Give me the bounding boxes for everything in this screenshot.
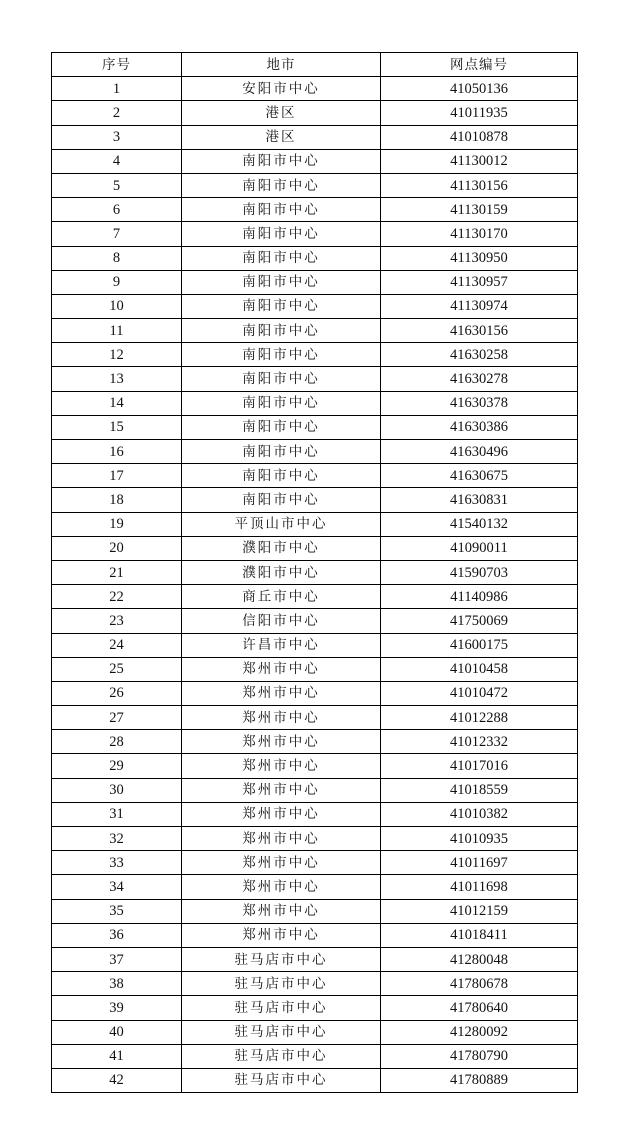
cell-index: 28 bbox=[52, 730, 182, 754]
cell-index: 7 bbox=[52, 222, 182, 246]
cell-index: 41 bbox=[52, 1044, 182, 1068]
cell-outlet-code: 41780790 bbox=[381, 1044, 578, 1068]
table-row bbox=[52, 488, 578, 512]
cell-city: 驻马店市中心 bbox=[182, 1020, 381, 1044]
cell-city: 港区 bbox=[182, 125, 381, 149]
cell-index: 36 bbox=[52, 923, 182, 947]
cell-outlet-code: 41280048 bbox=[381, 947, 578, 971]
table-row bbox=[52, 706, 578, 730]
cell-city: 许昌市中心 bbox=[182, 633, 381, 657]
cell-index: 22 bbox=[52, 585, 182, 609]
cell-city: 濮阳市中心 bbox=[182, 560, 381, 584]
table-row bbox=[52, 827, 578, 851]
cell-index: 4 bbox=[52, 149, 182, 173]
cell-city: 南阳市中心 bbox=[182, 343, 381, 367]
cell-index: 32 bbox=[52, 827, 182, 851]
table-row bbox=[52, 294, 578, 318]
cell-outlet-code: 41010382 bbox=[381, 802, 578, 826]
cell-index: 31 bbox=[52, 802, 182, 826]
cell-outlet-code: 41090011 bbox=[381, 536, 578, 560]
cell-index: 26 bbox=[52, 681, 182, 705]
cell-index: 12 bbox=[52, 343, 182, 367]
cell-city: 信阳市中心 bbox=[182, 609, 381, 633]
cell-city: 驻马店市中心 bbox=[182, 996, 381, 1020]
header-city: 地市 bbox=[182, 53, 381, 77]
table-row bbox=[52, 343, 578, 367]
cell-outlet-code: 41011935 bbox=[381, 101, 578, 125]
table-row bbox=[52, 270, 578, 294]
table-row bbox=[52, 585, 578, 609]
table-row bbox=[52, 754, 578, 778]
cell-outlet-code: 41750069 bbox=[381, 609, 578, 633]
cell-index: 2 bbox=[52, 101, 182, 125]
table-row bbox=[52, 391, 578, 415]
cell-index: 13 bbox=[52, 367, 182, 391]
cell-outlet-code: 41017016 bbox=[381, 754, 578, 778]
cell-outlet-code: 41050136 bbox=[381, 77, 578, 101]
cell-city: 郑州市中心 bbox=[182, 681, 381, 705]
cell-city: 郑州市中心 bbox=[182, 754, 381, 778]
cell-city: 郑州市中心 bbox=[182, 657, 381, 681]
cell-city: 郑州市中心 bbox=[182, 827, 381, 851]
cell-city: 南阳市中心 bbox=[182, 367, 381, 391]
table-row bbox=[52, 657, 578, 681]
cell-outlet-code: 41012332 bbox=[381, 730, 578, 754]
table-row bbox=[52, 1068, 578, 1092]
table-row bbox=[52, 609, 578, 633]
table-row bbox=[52, 972, 578, 996]
cell-city: 郑州市中心 bbox=[182, 706, 381, 730]
cell-outlet-code: 41630378 bbox=[381, 391, 578, 415]
cell-index: 30 bbox=[52, 778, 182, 802]
cell-city: 南阳市中心 bbox=[182, 415, 381, 439]
cell-city: 郑州市中心 bbox=[182, 851, 381, 875]
cell-index: 5 bbox=[52, 173, 182, 197]
cell-outlet-code: 41130170 bbox=[381, 222, 578, 246]
cell-outlet-code: 41130159 bbox=[381, 198, 578, 222]
cell-outlet-code: 41130950 bbox=[381, 246, 578, 270]
table-row bbox=[52, 125, 578, 149]
table-row bbox=[52, 536, 578, 560]
cell-city: 郑州市中心 bbox=[182, 875, 381, 899]
cell-outlet-code: 41540132 bbox=[381, 512, 578, 536]
cell-city: 南阳市中心 bbox=[182, 319, 381, 343]
table-row bbox=[52, 681, 578, 705]
table-row bbox=[52, 778, 578, 802]
cell-outlet-code: 41130957 bbox=[381, 270, 578, 294]
cell-outlet-code: 41630675 bbox=[381, 464, 578, 488]
cell-outlet-code: 41630258 bbox=[381, 343, 578, 367]
cell-outlet-code: 41630386 bbox=[381, 415, 578, 439]
table-row bbox=[52, 1020, 578, 1044]
cell-index: 25 bbox=[52, 657, 182, 681]
cell-outlet-code: 41130974 bbox=[381, 294, 578, 318]
cell-city: 南阳市中心 bbox=[182, 294, 381, 318]
table-row bbox=[52, 802, 578, 826]
cell-index: 24 bbox=[52, 633, 182, 657]
cell-city: 南阳市中心 bbox=[182, 270, 381, 294]
cell-outlet-code: 41630831 bbox=[381, 488, 578, 512]
table-row bbox=[52, 464, 578, 488]
table-row bbox=[52, 101, 578, 125]
cell-index: 34 bbox=[52, 875, 182, 899]
cell-index: 14 bbox=[52, 391, 182, 415]
cell-outlet-code: 41010878 bbox=[381, 125, 578, 149]
cell-city: 安阳市中心 bbox=[182, 77, 381, 101]
table-row bbox=[52, 173, 578, 197]
cell-city: 濮阳市中心 bbox=[182, 536, 381, 560]
table-row bbox=[52, 633, 578, 657]
cell-index: 10 bbox=[52, 294, 182, 318]
outlet-table bbox=[51, 52, 578, 1093]
cell-outlet-code: 41280092 bbox=[381, 1020, 578, 1044]
cell-index: 9 bbox=[52, 270, 182, 294]
table-row bbox=[52, 440, 578, 464]
table-header-row bbox=[52, 53, 578, 77]
header-outlet-code: 网点编号 bbox=[381, 53, 578, 77]
cell-outlet-code: 41780889 bbox=[381, 1068, 578, 1092]
cell-city: 南阳市中心 bbox=[182, 149, 381, 173]
cell-outlet-code: 41780640 bbox=[381, 996, 578, 1020]
cell-city: 南阳市中心 bbox=[182, 488, 381, 512]
table-row bbox=[52, 222, 578, 246]
document-page bbox=[51, 52, 577, 1093]
cell-outlet-code: 41010472 bbox=[381, 681, 578, 705]
cell-index: 15 bbox=[52, 415, 182, 439]
table-row bbox=[52, 367, 578, 391]
cell-city: 南阳市中心 bbox=[182, 173, 381, 197]
cell-outlet-code: 41630496 bbox=[381, 440, 578, 464]
table-row bbox=[52, 1044, 578, 1068]
cell-index: 40 bbox=[52, 1020, 182, 1044]
cell-outlet-code: 41130012 bbox=[381, 149, 578, 173]
cell-index: 19 bbox=[52, 512, 182, 536]
table-row bbox=[52, 851, 578, 875]
table-row bbox=[52, 198, 578, 222]
cell-index: 27 bbox=[52, 706, 182, 730]
cell-city: 南阳市中心 bbox=[182, 440, 381, 464]
cell-index: 35 bbox=[52, 899, 182, 923]
table-body bbox=[52, 77, 578, 1093]
cell-outlet-code: 41018411 bbox=[381, 923, 578, 947]
table-row bbox=[52, 899, 578, 923]
cell-outlet-code: 41590703 bbox=[381, 560, 578, 584]
cell-index: 21 bbox=[52, 560, 182, 584]
cell-outlet-code: 41012288 bbox=[381, 706, 578, 730]
cell-index: 38 bbox=[52, 972, 182, 996]
table-row bbox=[52, 149, 578, 173]
cell-outlet-code: 41140986 bbox=[381, 585, 578, 609]
cell-outlet-code: 41012159 bbox=[381, 899, 578, 923]
cell-city: 南阳市中心 bbox=[182, 246, 381, 270]
cell-city: 郑州市中心 bbox=[182, 778, 381, 802]
cell-index: 17 bbox=[52, 464, 182, 488]
cell-city: 南阳市中心 bbox=[182, 464, 381, 488]
table-row bbox=[52, 246, 578, 270]
cell-outlet-code: 41018559 bbox=[381, 778, 578, 802]
cell-city: 平顶山市中心 bbox=[182, 512, 381, 536]
table-row bbox=[52, 319, 578, 343]
cell-index: 1 bbox=[52, 77, 182, 101]
table-row bbox=[52, 923, 578, 947]
table-row bbox=[52, 996, 578, 1020]
cell-outlet-code: 41130156 bbox=[381, 173, 578, 197]
cell-index: 37 bbox=[52, 947, 182, 971]
cell-index: 39 bbox=[52, 996, 182, 1020]
cell-index: 11 bbox=[52, 319, 182, 343]
cell-city: 郑州市中心 bbox=[182, 899, 381, 923]
cell-city: 郑州市中心 bbox=[182, 802, 381, 826]
cell-city: 南阳市中心 bbox=[182, 222, 381, 246]
cell-outlet-code: 41010935 bbox=[381, 827, 578, 851]
cell-outlet-code: 41010458 bbox=[381, 657, 578, 681]
cell-outlet-code: 41600175 bbox=[381, 633, 578, 657]
cell-city: 驻马店市中心 bbox=[182, 1068, 381, 1092]
cell-outlet-code: 41011698 bbox=[381, 875, 578, 899]
cell-city: 郑州市中心 bbox=[182, 730, 381, 754]
cell-index: 33 bbox=[52, 851, 182, 875]
cell-city: 南阳市中心 bbox=[182, 198, 381, 222]
header-index: 序号 bbox=[52, 53, 182, 77]
cell-index: 20 bbox=[52, 536, 182, 560]
cell-outlet-code: 41011697 bbox=[381, 851, 578, 875]
cell-city: 港区 bbox=[182, 101, 381, 125]
cell-index: 18 bbox=[52, 488, 182, 512]
table-row bbox=[52, 875, 578, 899]
cell-index: 16 bbox=[52, 440, 182, 464]
cell-city: 驻马店市中心 bbox=[182, 947, 381, 971]
table-row bbox=[52, 77, 578, 101]
table-row bbox=[52, 560, 578, 584]
cell-city: 郑州市中心 bbox=[182, 923, 381, 947]
cell-index: 3 bbox=[52, 125, 182, 149]
cell-outlet-code: 41630278 bbox=[381, 367, 578, 391]
cell-city: 商丘市中心 bbox=[182, 585, 381, 609]
cell-index: 42 bbox=[52, 1068, 182, 1092]
cell-outlet-code: 41630156 bbox=[381, 319, 578, 343]
cell-index: 29 bbox=[52, 754, 182, 778]
table-row bbox=[52, 730, 578, 754]
table-row bbox=[52, 512, 578, 536]
table-row bbox=[52, 415, 578, 439]
cell-index: 6 bbox=[52, 198, 182, 222]
cell-index: 23 bbox=[52, 609, 182, 633]
cell-outlet-code: 41780678 bbox=[381, 972, 578, 996]
cell-index: 8 bbox=[52, 246, 182, 270]
cell-city: 驻马店市中心 bbox=[182, 1044, 381, 1068]
table-row bbox=[52, 947, 578, 971]
cell-city: 南阳市中心 bbox=[182, 391, 381, 415]
cell-city: 驻马店市中心 bbox=[182, 972, 381, 996]
